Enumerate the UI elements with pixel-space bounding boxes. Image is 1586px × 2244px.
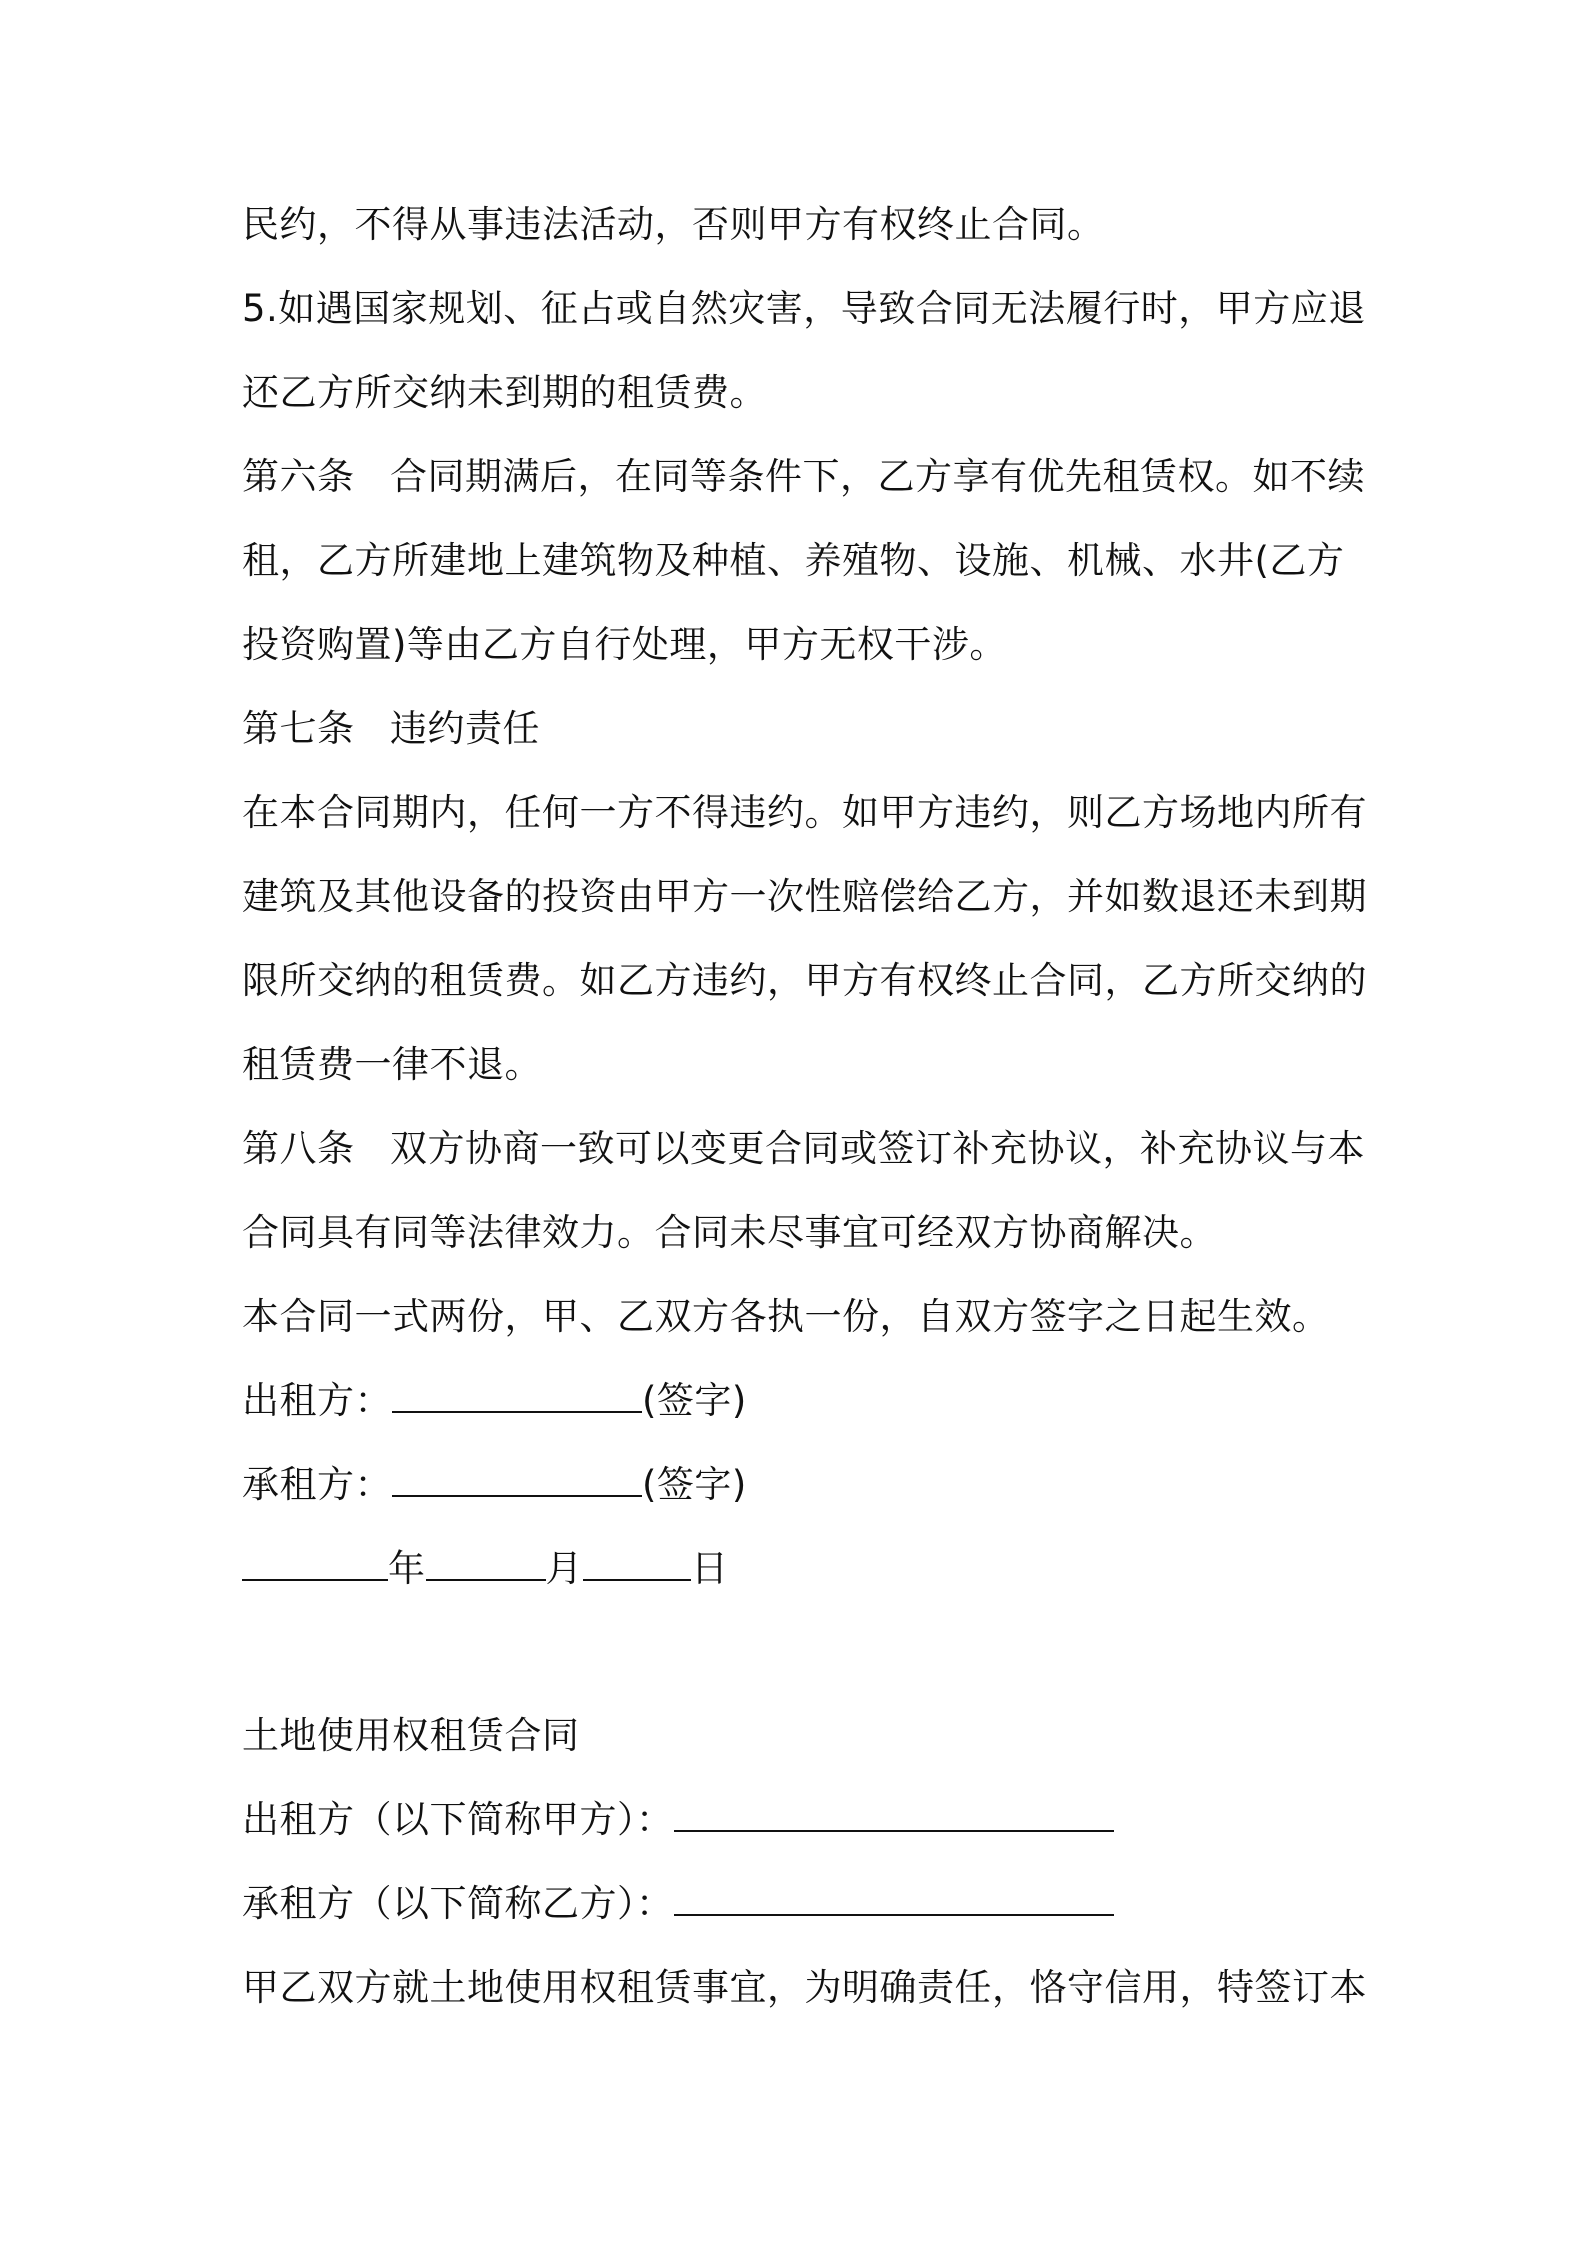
clause-text-line: 建筑及其他设备的投资由甲方一次性赔偿给乙方，并如数退还未到期 <box>242 875 1367 918</box>
day-label: 日 <box>691 1547 729 1590</box>
sign-note: (签字) <box>642 1463 747 1506</box>
lessee-signature-line <box>242 1462 1362 1508</box>
date-line <box>242 1546 1362 1592</box>
article-6-heading: 第六条 <box>242 455 355 498</box>
lessor-signature-line <box>242 1378 1362 1424</box>
next-lessor-line <box>242 1797 1362 1843</box>
clause-text-line: 合同具有同等法律效力。合同未尽事宜可经双方协商解决。 <box>242 1211 1217 1254</box>
next-lessee-label: 承租方（以下简称乙方）： <box>242 1882 674 1925</box>
clause-text-line: 租，乙方所建地上建筑物及种植、养殖物、设施、机械、水井(乙方 <box>242 539 1345 582</box>
year-label: 年 <box>388 1547 426 1590</box>
year-blank[interactable] <box>242 1549 388 1581</box>
contract-intro-line: 甲乙双方就土地使用权租赁事宜，为明确责任，恪守信用，特签订本 <box>242 1966 1367 2009</box>
clause-text-line: 在本合同期内，任何一方不得违约。如甲方违约，则乙方场地内所有 <box>242 791 1367 834</box>
article-6-line: 第六条 合同期满后，在同等条件下，乙方享有优先租赁权。如不续 <box>242 455 1365 498</box>
clause-text-line: 还乙方所交纳未到期的租赁费。 <box>242 371 767 414</box>
lessor-signature-blank[interactable] <box>392 1381 642 1413</box>
clause-text-line: 租赁费一律不退。 <box>242 1043 542 1086</box>
article-8-line: 第八条 双方协商一致可以变更合同或签订补充协议，补充协议与本 <box>242 1127 1365 1170</box>
next-lessor-blank[interactable] <box>674 1800 1114 1832</box>
clause-5-line: 5.如遇国家规划、征占或自然灾害，导致合同无法履行时，甲方应退 <box>242 287 1366 330</box>
day-blank[interactable] <box>583 1549 691 1581</box>
lessee-signature-blank[interactable] <box>392 1465 642 1497</box>
next-lessee-line <box>242 1881 1362 1927</box>
contract-title: 土地使用权租赁合同 <box>242 1714 580 1757</box>
lessor-label: 出租方： <box>242 1379 392 1422</box>
article-7-heading: 第七条 <box>242 707 355 750</box>
next-lessor-label: 出租方（以下简称甲方）： <box>242 1798 674 1841</box>
sign-note: (签字) <box>642 1379 747 1422</box>
article-7-line: 第七条 违约责任 <box>242 707 540 750</box>
clause-text-line: 限所交纳的租赁费。如乙方违约，甲方有权终止合同，乙方所交纳的 <box>242 959 1367 1002</box>
month-blank[interactable] <box>426 1549 546 1581</box>
clause-text-line: 投资购置)等由乙方自行处理，甲方无权干涉。 <box>242 623 1007 666</box>
month-label: 月 <box>545 1547 583 1590</box>
next-lessee-blank[interactable] <box>674 1884 1114 1916</box>
clause-text-line: 民约，不得从事违法活动，否则甲方有权终止合同。 <box>242 203 1105 246</box>
article-8-heading: 第八条 <box>242 1127 355 1170</box>
lessee-label: 承租方： <box>242 1463 392 1506</box>
effective-clause-line: 本合同一式两份，甲、乙双方各执一份，自双方签字之日起生效。 <box>242 1295 1330 1338</box>
